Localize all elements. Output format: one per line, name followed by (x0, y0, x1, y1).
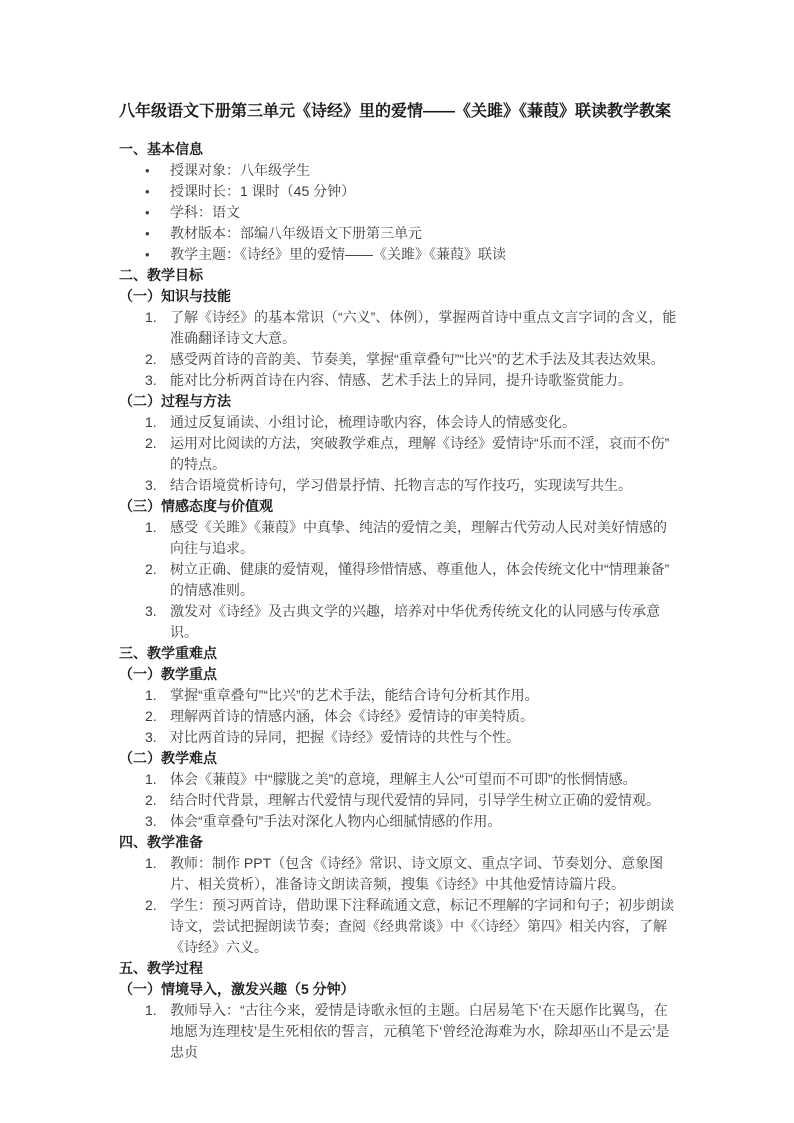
subsection-heading: （二）教学难点 (119, 750, 217, 766)
list-item (119, 160, 677, 181)
item-number: 1. (145, 855, 157, 871)
list-item (119, 895, 677, 958)
list-item-text: 树立正确、健康的爱情观，懂得珍惜情感、尊重他人，体会传统文化中“情理兼备”的情感准则。 (170, 561, 670, 598)
list-item (119, 790, 677, 811)
list-item-text: 理解两首诗的情感内涵，体会《诗经》爱情诗的审美特质。 (170, 708, 534, 724)
list-item-text: 结合语境赏析诗句，学习借景抒情、托物言志的写作技巧，实现读写共生。 (170, 477, 632, 493)
bullet-icon: • (145, 226, 150, 241)
item-number: 2. (145, 435, 157, 451)
list-item-text: 对比两首诗的异同，把握《诗经》爱情诗的共性与个性。 (170, 729, 520, 745)
item-number: 2. (145, 897, 157, 913)
item-number: 3. (145, 603, 157, 619)
list-item-text: 授课时长：1 课时（45 分钟） (170, 183, 356, 199)
item-number: 1. (145, 519, 157, 535)
numbered-list (119, 685, 677, 748)
list-item-text: 能对比分析两首诗在内容、情感、艺术手法上的异同，提升诗歌鉴赏能力。 (170, 372, 632, 388)
list-item (119, 475, 677, 496)
list-item (119, 706, 677, 727)
document-title: 八年级语文下册第三单元《诗经》里的爱情——《关雎》《蒹葭》联读教学教案 (119, 103, 672, 120)
list-item-text: 体会“重章叠句”手法对深化人物内心细腻情感的作用。 (170, 813, 502, 829)
list-item (119, 1000, 677, 1063)
list-item-text: 掌握“重章叠句”“比兴”的艺术手法，能结合诗句分析其作用。 (170, 687, 539, 703)
list-item (119, 307, 677, 349)
list-item-text: 教学主题：《诗经》里的爱情——《关雎》《蒹葭》联读 (170, 246, 506, 262)
subsection-heading: （一）知识与技能 (119, 288, 231, 304)
item-number: 1. (145, 1002, 157, 1018)
item-number: 2. (145, 561, 157, 577)
list-item (119, 517, 677, 559)
bullet-list (119, 160, 677, 265)
numbered-list (119, 517, 677, 643)
bullet-icon: • (145, 247, 150, 262)
list-item (119, 370, 677, 391)
document-body (119, 139, 677, 1063)
list-item (119, 727, 677, 748)
list-item-text: 了解《诗经》的基本常识（“六义”、体例），掌握两首诗中重点文言字词的含义，能准确翻译诗文大意。 (170, 309, 677, 346)
list-item (119, 685, 677, 706)
bullet-icon: • (145, 205, 150, 220)
list-item (119, 769, 677, 790)
list-item-text: 体会《蒹葭》中“朦胧之美”的意境，理解主人公“可望而不可即”的怅惘情感。 (170, 771, 637, 787)
numbered-list (119, 307, 677, 391)
list-item-text: 授课对象：八年级学生 (170, 162, 310, 178)
list-item (119, 433, 677, 475)
item-number: 1. (145, 309, 157, 325)
list-item-text: 学科：语文 (170, 204, 240, 220)
list-item (119, 349, 677, 370)
section-heading: 四、教学准备 (119, 834, 203, 850)
list-item (119, 559, 677, 601)
list-item (119, 244, 677, 265)
list-item (119, 811, 677, 832)
bullet-icon: • (145, 184, 150, 199)
item-number: 3. (145, 477, 157, 493)
list-item (119, 412, 677, 433)
item-number: 2. (145, 792, 157, 808)
list-item (119, 223, 677, 244)
list-item-text: 教师：制作 PPT（包含《诗经》常识、诗文原文、重点字词、节奏划分、意象图片、相关赏析），准备诗文朗读音频，搜集《诗经》中其他爱情诗篇片段。 (170, 855, 664, 892)
item-number: 2. (145, 351, 157, 367)
list-item (119, 601, 677, 643)
section-heading: 五、教学过程 (119, 960, 203, 976)
subsection-heading: （二）过程与方法 (119, 393, 231, 409)
section-heading: 三、教学重难点 (119, 645, 217, 661)
list-item-text: 感受两首诗的音韵美、节奏美，掌握“重章叠句”“比兴”的艺术手法及其表达效果。 (170, 351, 665, 367)
list-item-text: 通过反复诵读、小组讨论，梳理诗歌内容，体会诗人的情感变化。 (170, 414, 576, 430)
subsection-heading: （三）情感态度与价值观 (119, 498, 273, 514)
numbered-list (119, 412, 677, 496)
list-item (119, 181, 677, 202)
item-number: 3. (145, 372, 157, 388)
numbered-list (119, 769, 677, 832)
subsection-heading: （一）教学重点 (119, 666, 217, 682)
list-item (119, 202, 677, 223)
list-item-text: 激发对《诗经》及古典文学的兴趣，培养对中华优秀传统文化的认同感与传承意识。 (170, 603, 660, 640)
list-item-text: 学生：预习两首诗，借助课下注释疏通文意，标记不理解的字词和句子；初步朗读诗文，尝试把握朗读节奏；查阅《经典常谈》中《〈诗经〉第四》相关内容，了解《诗经》六义。 (170, 897, 674, 955)
section-heading: 一、基本信息 (119, 141, 203, 157)
item-number: 1. (145, 414, 157, 430)
item-number: 3. (145, 813, 157, 829)
item-number: 3. (145, 729, 157, 745)
list-item-text: 教材版本：部编八年级语文下册第三单元 (170, 225, 422, 241)
list-item (119, 853, 677, 895)
section-heading: 二、教学目标 (119, 267, 203, 283)
item-number: 1. (145, 687, 157, 703)
subsection-heading: （一）情境导入，激发兴趣（5 分钟） (119, 981, 355, 997)
list-item-text: 运用对比阅读的方法，突破教学难点，理解《诗经》爱情诗“乐而不淫，哀而不伤”的特点。 (170, 435, 670, 472)
numbered-list (119, 1000, 677, 1063)
item-number: 1. (145, 771, 157, 787)
numbered-list (119, 853, 677, 958)
list-item-text: 教师导入：“古往今来，爱情是诗歌永恒的主题。白居易笔下‘在天愿作比翼鸟，在地愿为连理枝’是生死相依的誓言，元稹笔下‘曾经沧海难为水，除却巫山不是云’是忠贞 (170, 1002, 670, 1060)
bullet-icon: • (145, 163, 150, 178)
list-item-text: 感受《关雎》《蒹葭》中真挚、纯洁的爱情之美，理解古代劳动人民对美好情感的向往与追求。 (170, 519, 667, 556)
list-item-text: 结合时代背景，理解古代爱情与现代爱情的异同，引导学生树立正确的爱情观。 (170, 792, 660, 808)
item-number: 2. (145, 708, 157, 724)
